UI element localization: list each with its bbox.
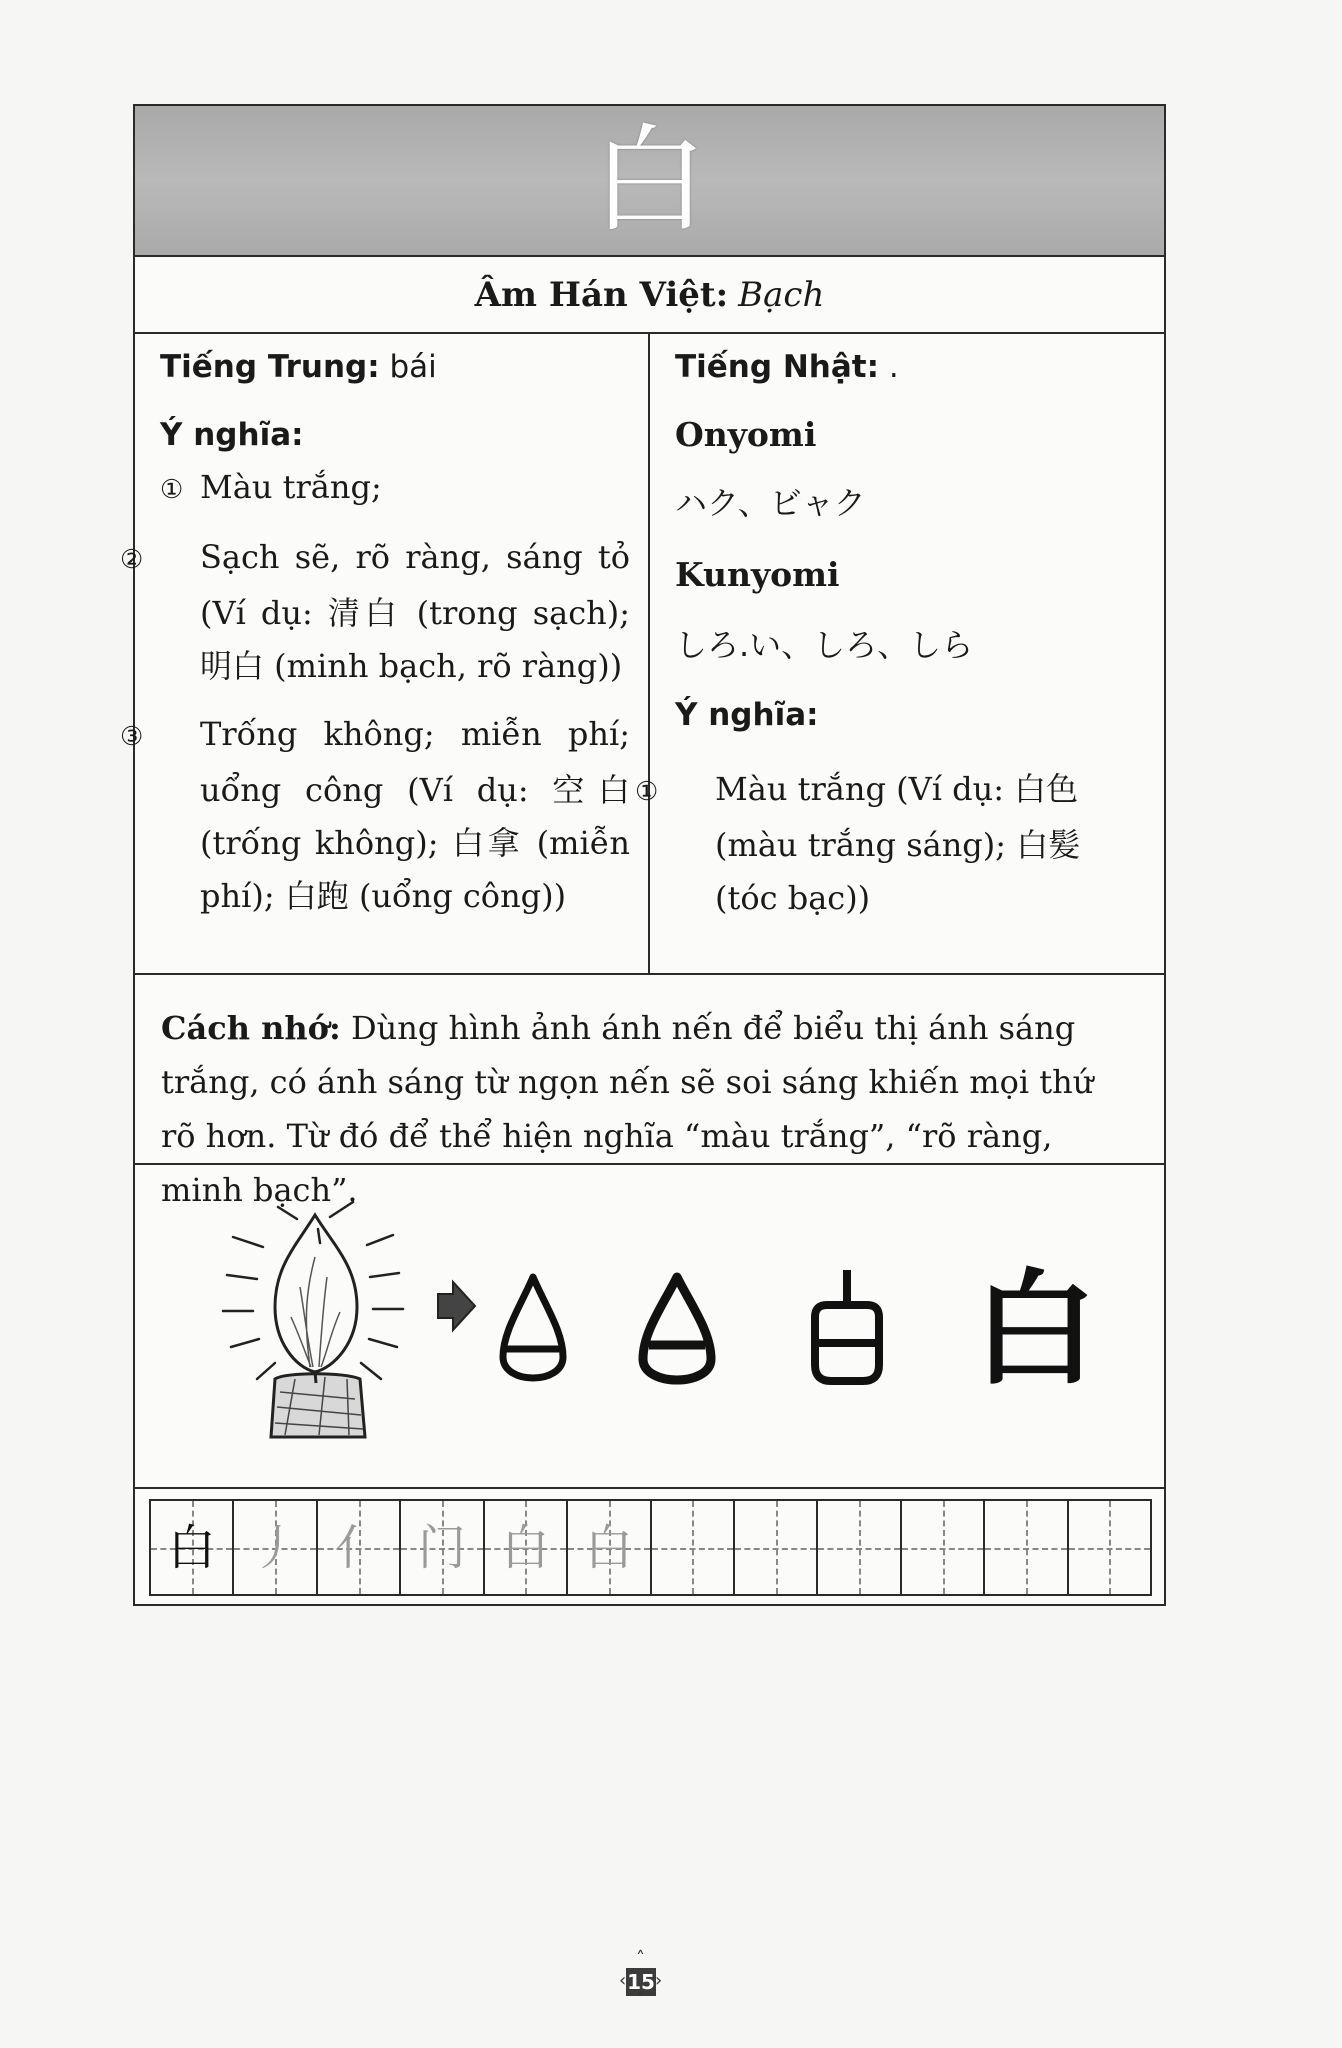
practice-cell [568, 1501, 651, 1594]
kunyomi-label: Kunyomi [675, 555, 840, 594]
memory-tip [135, 975, 1164, 1209]
practice-cell [818, 1501, 901, 1594]
practice-cell [985, 1501, 1068, 1594]
evolution-stage-3-icon [815, 1270, 879, 1381]
practice-cell [735, 1501, 818, 1594]
practice-cell [1069, 1501, 1150, 1594]
meaning-text: Sạch sẽ, rõ ràng, sáng tỏ (Ví dụ: 清白 (trong sạch); 明白 (minh bạch, rõ ràng)) [200, 538, 630, 685]
chinese-column [120, 333, 650, 973]
chevron-left-icon: ‹ [619, 1970, 627, 1991]
practice-cell [234, 1501, 317, 1594]
practice-cell [151, 1501, 234, 1594]
practice-char: 白 [584, 1519, 633, 1576]
japanese-meaning-1 [635, 763, 1145, 925]
chevron-right-icon: › [655, 1970, 663, 1991]
candle-flame-icon [275, 1215, 357, 1372]
onyomi-label: Onyomi [675, 415, 817, 454]
chinese-label: Tiếng Trung: [160, 349, 380, 385]
practice-cell [318, 1501, 401, 1594]
kanji-card [120, 104, 1166, 1606]
practice-cell [652, 1501, 735, 1594]
stroke-practice-grid [149, 1499, 1152, 1596]
onyomi-reading: ハク、ビャク [675, 484, 866, 522]
meaning-number: ③ [120, 722, 144, 752]
chinese-heading [160, 347, 437, 387]
practice-char: 门 [417, 1519, 466, 1576]
meaning-text: Màu trắng (Ví dụ: 白色 (màu trắng sáng); 白髪 (tóc bạc)) [715, 770, 1081, 917]
practice-char: 亻 [334, 1519, 383, 1576]
chinese-reading: bái [389, 349, 437, 385]
japanese-column [635, 333, 1166, 973]
chinese-meaning-3 [120, 708, 630, 923]
chinese-meaning-1 [160, 461, 630, 517]
meaning-text: Màu trắng; [200, 468, 382, 506]
readings-section [120, 333, 1164, 975]
memory-text: Dùng hình ảnh ánh nến để biểu thị ánh sáng trắng, có ánh sáng từ ngọn nến sẽ soi sáng khiến mọi thứ rõ hơn. Từ đó để thể hiện nghĩa “màu trắng”, “rõ ràng, minh bạch”. [161, 1009, 1094, 1209]
light-rays-icon [223, 1202, 403, 1379]
hanviet-value: Bạch [738, 274, 825, 315]
candle-to-kanji-drawing [135, 1167, 1164, 1487]
chevron-up-icon: ˄ [636, 1948, 645, 1969]
meaning-text: Trống không; miễn phí; uổng công (Ví dụ: 空白 (trống không); 白拿 (miễn phí); 白跑 (uổng công)) [200, 715, 630, 915]
practice-cell [401, 1501, 484, 1594]
chinese-meaning-2 [120, 531, 630, 693]
practice-char: 白 [167, 1519, 216, 1576]
evolution-final-kanji: 白 [972, 1258, 1098, 1402]
hanviet-row [135, 257, 1164, 334]
practice-char: 白 [501, 1519, 550, 1576]
header-kanji: 白 [591, 112, 708, 248]
japanese-meaning-label: Ý nghĩa: [675, 697, 819, 733]
evolution-stage-2-icon [643, 1277, 711, 1380]
japanese-heading [675, 347, 899, 387]
page-number-box: 15 [627, 1970, 655, 1994]
page-number [619, 1948, 663, 2011]
japanese-label-suffix: . [888, 349, 899, 385]
hanviet-label: Âm Hán Việt: [474, 274, 729, 315]
practice-cell [902, 1501, 985, 1594]
memory-label: Cách nhớ: [161, 1009, 341, 1047]
meaning-number: ① [160, 475, 184, 505]
evolution-stage-1-icon [503, 1277, 563, 1378]
meaning-number: ② [120, 545, 144, 575]
meaning-number: ① [635, 777, 659, 807]
candle-base-icon [271, 1372, 365, 1437]
practice-char: 丿 [251, 1519, 300, 1576]
kanji-header [135, 106, 1164, 257]
chinese-meaning-label: Ý nghĩa: [160, 417, 304, 453]
arrow-right-icon [438, 1282, 475, 1330]
kunyomi-reading: しろ.い、しろ、しら [675, 626, 974, 664]
japanese-label: Tiếng Nhật: [675, 349, 879, 385]
chevron-down-icon: ˅ [636, 1990, 645, 2011]
practice-cell [485, 1501, 568, 1594]
etymology-illustration [135, 1167, 1164, 1489]
